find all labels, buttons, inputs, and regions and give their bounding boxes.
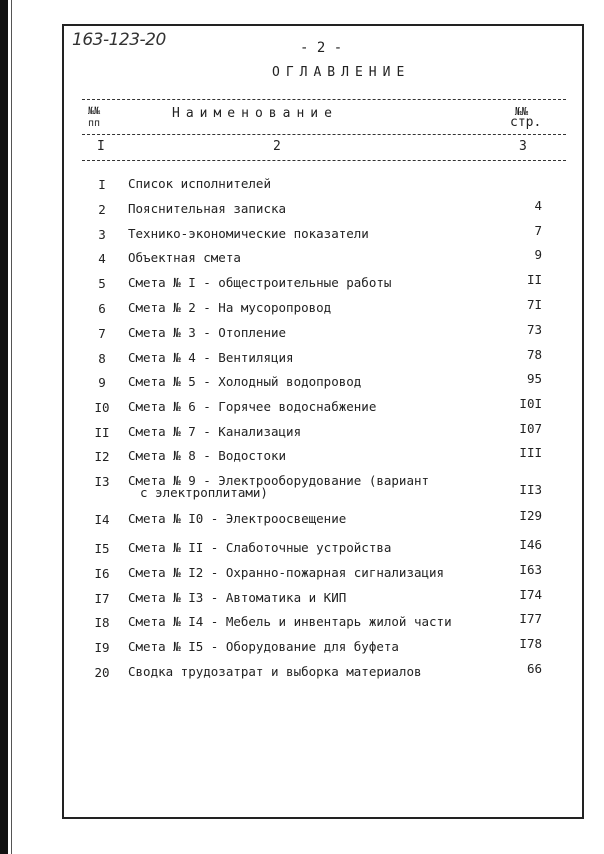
- page-frame: [62, 24, 584, 819]
- toc-row-number: 4: [98, 251, 106, 266]
- divider: [82, 160, 566, 161]
- header-page-1: №№: [515, 105, 529, 118]
- toc-row-page: 9: [534, 247, 542, 262]
- toc-row-name: Смета № 4 - Вентиляция: [128, 350, 294, 365]
- toc-row-page: I63: [519, 562, 542, 577]
- header-page-2: стр.: [510, 115, 542, 130]
- toc-row-number: I4: [94, 512, 110, 527]
- toc-row-number: I3: [94, 474, 110, 489]
- header-num-2: пп: [88, 118, 101, 129]
- toc-row-number: I0: [94, 400, 110, 415]
- toc-row-number: I2: [94, 449, 110, 464]
- toc-row-page: 4: [534, 198, 542, 213]
- toc-row-name: Смета № 2 - На мусоропровод: [128, 300, 332, 315]
- toc-row-name: Смета № I5 - Оборудование для буфета: [128, 639, 399, 654]
- toc-row-number: 8: [98, 351, 106, 366]
- toc-row-name: Смета № 7 - Канализация: [128, 424, 302, 439]
- scan-edge-line: [11, 0, 12, 854]
- toc-row-number: I9: [94, 640, 110, 655]
- toc-row-page: I78: [519, 636, 542, 651]
- header-name: Наименование: [172, 106, 338, 121]
- toc-row-page: I07: [519, 421, 542, 436]
- divider: [82, 99, 566, 100]
- toc-row-name: Смета № I - общестроительные работы: [128, 275, 392, 290]
- toc-row-number: 6: [98, 301, 106, 316]
- toc-row-name-continued: с электроплитами): [140, 485, 268, 500]
- toc-row-page: I77: [519, 611, 542, 626]
- toc-row-page: II: [526, 272, 542, 287]
- toc-row-name: Смета № 8 - Водостоки: [128, 448, 287, 463]
- toc-row-number: 7: [98, 326, 106, 341]
- toc-row-name: Смета № I3 - Автоматика и КИП: [128, 590, 347, 605]
- toc-row-number: I7: [94, 591, 110, 606]
- toc-row-page: 7I: [526, 297, 542, 312]
- column-number-2: 2: [273, 139, 281, 154]
- toc-row-name: Технико-экономические показатели: [128, 226, 369, 241]
- toc-row-name: Смета № 5 - Холодный водопровод: [128, 374, 362, 389]
- toc-row-page: I74: [519, 587, 542, 602]
- toc-row-number: I: [98, 177, 106, 192]
- toc-row-name: Смета № 9 - Электрооборудование (вариант: [128, 473, 430, 488]
- toc-row-number: II: [94, 425, 110, 440]
- toc-row-page: 78: [526, 347, 542, 362]
- toc-row-number: 5: [98, 276, 106, 291]
- toc-row-number: 3: [98, 227, 106, 242]
- toc-row-name: Смета № I0 - Электроосвещение: [128, 511, 347, 526]
- toc-row-page: III: [519, 445, 542, 460]
- column-number-3: 3: [519, 139, 527, 154]
- page-number: - 2 -: [300, 40, 343, 56]
- toc-row-name: Смета № II - Слаботочные устройства: [128, 540, 392, 555]
- toc-row-name: Смета № I2 - Охранно-пожарная сигнализация: [128, 565, 445, 580]
- toc-row-name: Сводка трудозатрат и выборка материалов: [128, 664, 422, 679]
- toc-row-name: Смета № 6 - Горячее водоснабжение: [128, 399, 377, 414]
- toc-row-name: Объектная смета: [128, 250, 241, 265]
- toc-row-name: Смета № 3 - Отопление: [128, 325, 287, 340]
- scan-edge: [0, 0, 8, 854]
- toc-row-page: 66: [526, 661, 542, 676]
- page-title: ОГЛАВЛЕНИЕ: [272, 65, 411, 80]
- toc-row-number: I6: [94, 566, 110, 581]
- toc-row-page: II3: [519, 482, 542, 497]
- toc-row-number: 20: [94, 665, 110, 680]
- toc-row-name: Список исполнителей: [128, 176, 271, 191]
- toc-row-page: 7: [534, 223, 542, 238]
- toc-row-number: 2: [98, 202, 106, 217]
- toc-row-page: I29: [519, 508, 542, 523]
- toc-row-number: I8: [94, 615, 110, 630]
- divider: [82, 134, 566, 135]
- column-number-1: I: [97, 139, 105, 154]
- toc-row-name: Пояснительная записка: [128, 201, 287, 216]
- toc-row-page: I0I: [519, 396, 542, 411]
- toc-row-page: I46: [519, 537, 542, 552]
- toc-row-number: 9: [98, 375, 106, 390]
- document-number: 163-123-20: [72, 30, 166, 50]
- toc-row-page: 73: [526, 322, 542, 337]
- toc-row-page: 95: [526, 371, 542, 386]
- toc-row-name: Смета № I4 - Мебель и инвентарь жилой части: [128, 614, 452, 629]
- toc-row-number: I5: [94, 541, 110, 556]
- header-num-1: №№: [88, 106, 101, 117]
